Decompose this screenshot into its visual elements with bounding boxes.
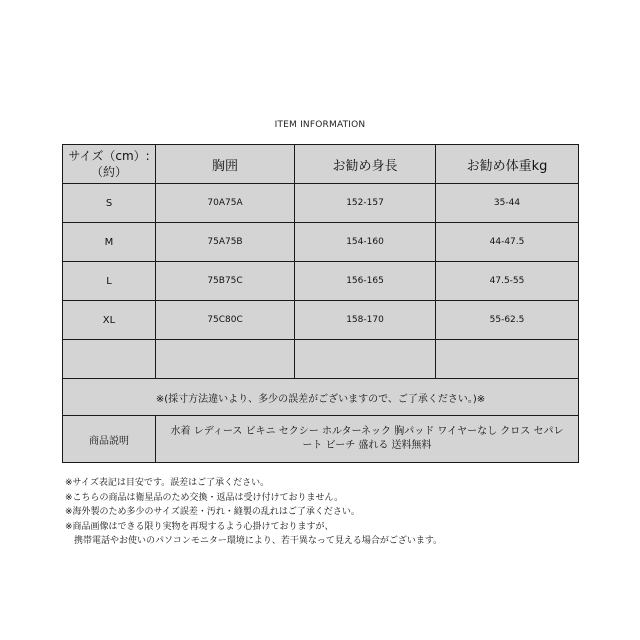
bust-cell: 75C80C: [156, 301, 295, 340]
weight-cell: 47.5-55: [436, 262, 579, 301]
weight-cell: 55-62.5: [436, 301, 579, 340]
table-row-empty: [63, 340, 579, 379]
footnotes: [65, 476, 585, 549]
height-cell: 156-165: [295, 262, 436, 301]
header-bust: 胸囲: [156, 145, 295, 184]
height-cell: 152-157: [295, 184, 436, 223]
header-size-unit: [63, 145, 156, 184]
size-cell: [63, 340, 156, 379]
product-description-text: 水着 レディース ビキニ セクシー ホルターネック 胸パッド ワイヤーなし クロス セパレート ビーチ 盛れる 送料無料: [156, 416, 579, 463]
footnote: 携帯電話やお使いのパソコンモニター環境により、若干異なって見える場合がございます。: [65, 536, 443, 546]
header-size-unit-text: サイズ（cm）: （約）: [68, 149, 150, 179]
footnote: ※サイズ表記は目安です。誤差はご了承ください。: [65, 478, 270, 488]
height-cell: [295, 340, 436, 379]
product-description-row: [63, 416, 579, 463]
measurement-note: ※(採寸方法違いより、多少の誤差がございますので、ご了承ください。)※: [63, 379, 579, 416]
product-description-label: 商品説明: [63, 416, 156, 463]
table-row: [63, 262, 579, 301]
footnote: ※商品画像はできる限り実物を再現するよう心掛けておりますが、: [65, 521, 334, 532]
table-row: [63, 301, 579, 340]
size-cell: L: [63, 262, 156, 301]
table-row: [63, 184, 579, 223]
table-row: [63, 223, 579, 262]
size-cell: S: [63, 184, 156, 223]
item-information-title: ITEM INFORMATION: [274, 120, 366, 130]
size-cell: M: [63, 223, 156, 262]
weight-cell: [436, 340, 579, 379]
bust-cell: [156, 340, 295, 379]
header-recommended-height: お勧め身長: [295, 145, 436, 184]
footnote: ※海外製のため多少のサイズ誤差・汚れ・縫製の乱れはご了承ください。: [65, 507, 360, 517]
bust-cell: 70A75A: [156, 184, 295, 223]
height-cell: 154-160: [295, 223, 436, 262]
header-recommended-weight: お勧め体重kg: [436, 145, 579, 184]
footnote: ※こちらの商品は衛星品のため交換・返品は受け付けておりません。: [65, 492, 344, 503]
size-cell: XL: [63, 301, 156, 340]
table-header-row: [63, 145, 579, 184]
measurement-note-row: [63, 379, 579, 416]
height-cell: 158-170: [295, 301, 436, 340]
weight-cell: 44-47.5: [436, 223, 579, 262]
weight-cell: 35-44: [436, 184, 579, 223]
bust-cell: 75B75C: [156, 262, 295, 301]
bust-cell: 75A75B: [156, 223, 295, 262]
size-table: [62, 144, 579, 463]
